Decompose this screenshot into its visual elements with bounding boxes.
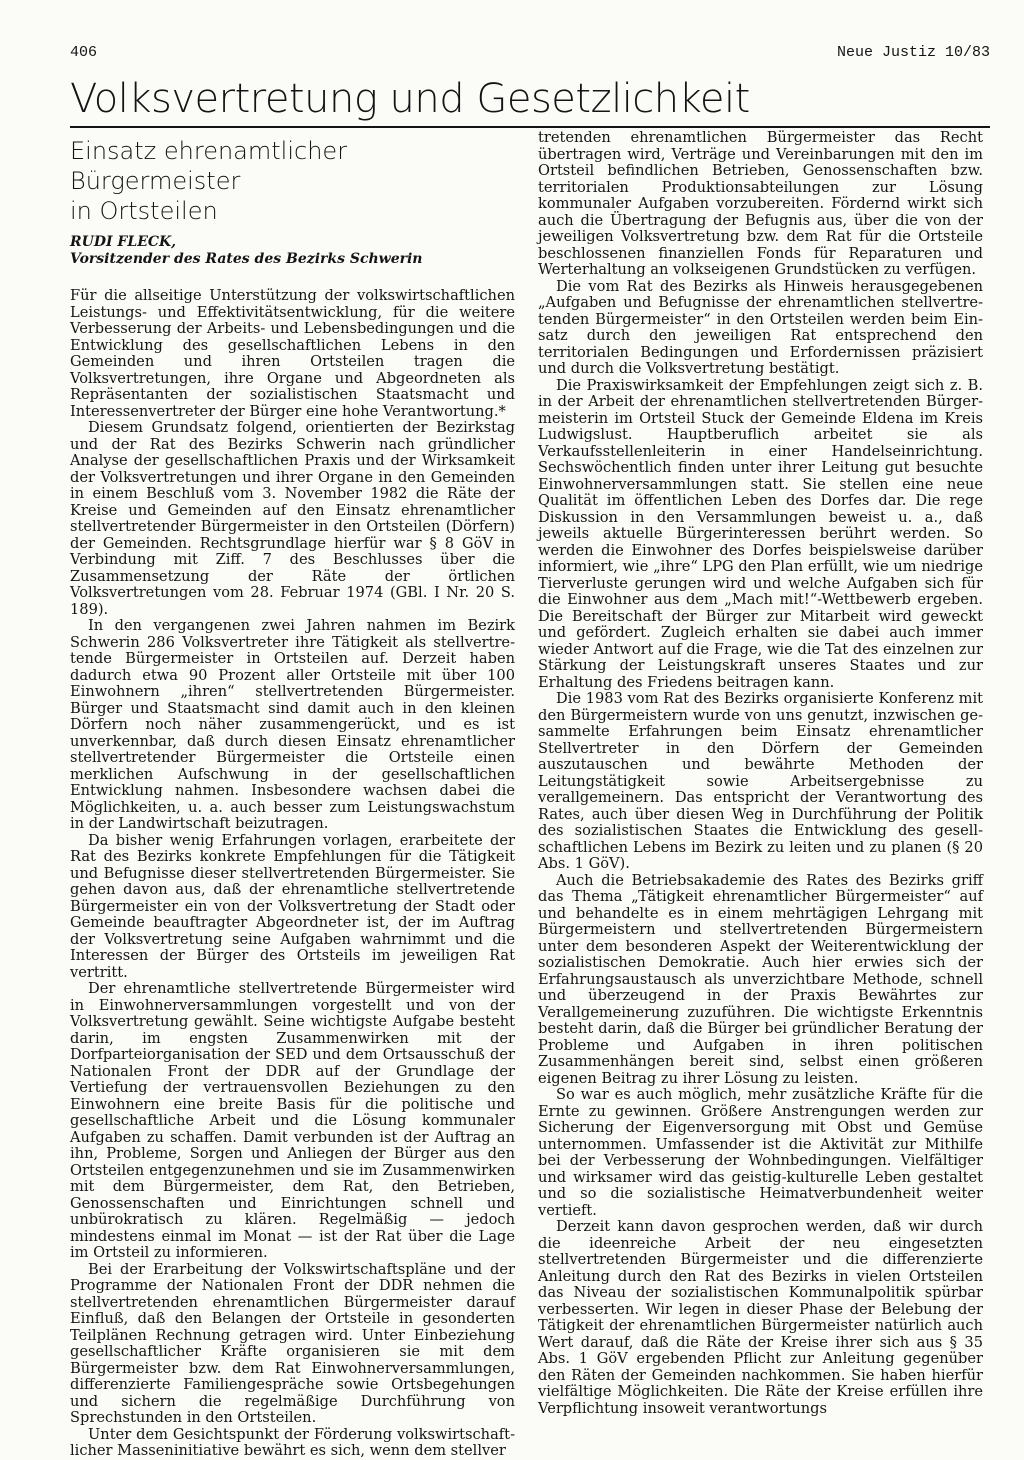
right-column: [538, 130, 983, 1417]
left-column: [70, 136, 515, 1460]
paragraph: Derzeit kann davon gesprochen werden, daß wir durch die ideenreiche Arbeit der neu eingesetzten stellvertretenden Bürgermeister und die differenzierte Anleitung durch den Rat des Bezirks in vielen Ortsteilen das Niveau der sozialistischen Kommunalpolitik spürbar verbesserten. Wir legen in dieser Phase der Belebung der Tätigkeit der ehrenamtlichen Bürgermeister natürlich auch Wert darauf, daß die Räte der Kreise ihrer sich aus § 35 Abs. 1 GöV ergebenden Pflicht zur Anleitung gegenüber den Räten der Gemeinden nachkommen. Sie haben hierfür vielfältige Möglichkeiten. Die Räte der Kreise erfüllen ihre Verpflichtung insoweit verantwortungs: [538, 1218, 983, 1417]
paragraph: Die vom Rat des Bezirks als Hinweis herausgegebenen „Aufgaben und Befugnisse der ehrenamtlichen stellvertretenden Bürgermeister“ in den Ortsteilen werden beim Einsatz durch den jeweiligen Rat entsprechend den territorialen Bedingungen und Erfordernissen präzisiert und durch die Volksvertretung bestätigt.: [538, 277, 983, 377]
paragraph: Diesem Grundsatz folgend, orientierten der Bezirkstag und der Rat des Bezirks Schwerin nach gründlicher Analyse der gesellschaftlichen Praxis und der Wirksamkeit der Volksvertretungen und ihrer Organe in den Gemeinden in einem Beschluß vom 3. November 1982 die Räte der Kreise und Gemeinden auf den Einsatz ehrenamtlicher stellvertretender Bürgermeister in den Ortsteilen (Dörfern) der Gemeinden. Rechtsgrundlage hierfür war § 8 GöV in Verbindung mit Ziff. 7 des Beschlusses über die Zusammensetzung der Räte der örtlichen Volksvertretungen vom 28. Februar 1974 (GBl. I Nr. 20 S. 189).: [70, 419, 515, 618]
paragraph: Die 1983 vom Rat des Bezirks organisierte Konferenz mit den Bürgermeistern wurde von uns genutzt, inzwischen gesammelte Erfahrungen beim Einsatz ehrenamtlicher Stellvertreter in den Dörfern der Gemeinden auszutauschen und bewährte Methoden der Leitungstätigkeit sowie Arbeitsergebnisse zu verallgemeinern. Das entspricht der Verantwortung des Rates, auch über diesen Weg in Durchführung der Politik des sozialistischen Staates die Entwicklung des gesellschaftlichen Lebens im Bezirk zu leiten und zu planen (§ 20 Abs. 1 GöV).: [538, 690, 983, 872]
byline: [70, 234, 515, 268]
author-name: RUDI FLECK,: [70, 234, 177, 250]
paragraph: tretenden ehrenamtlichen Bürgermeister das Recht übertragen wird, Verträge und Vereinbarungen mit den im Ortsteil befindlichen Betrieben, Genossenschaften bzw. territorialen Produktionsabteilungen zur Lösung kommunaler Aufgaben vorzubereiten. Fördernd wirkt sich auch die Übertragung der Befugnis aus, über die von der jeweiligen Volksvertretung bzw. dem Rat für die Ortsteile beschlossenen finanziellen Fonds für Reparaturen und Werterhaltung an volkseigenen Grundstücken zu verfügen.: [538, 129, 983, 278]
article-title-line-1: Einsatz ehrenamtlicher Bürgermeister: [70, 137, 348, 195]
article-title: [70, 136, 515, 226]
paragraph: Bei der Erarbeitung der Volkswirtschaftspläne und der Programme der Nationalen Front der DDR nehmen die stellvertretenden ehrenamtlichen Bürgermeister darauf Einfluß, daß den Belangen der Ortsteile in gesonderten Teilplänen Rechnung getragen wird. Unter Einbeziehung gesellschaftlicher Kräfte organisieren sie mit dem Bürgermeister bzw. dem Rat Einwohnerversammlungen, differenzierte Familiengespräche sowie Ortsbegehungen und sichern die regelmäßige Durchführung von Sprechstunden in den Ortsteilen.: [70, 1260, 515, 1426]
paragraph: In den vergangenen zwei Jahren nahmen im Bezirk Schwerin 286 Volksvertreter ihre Tätigkeit als stellvertretende Bürgermeister in Ortsteilen auf. Derzeit haben dadurch etwa 90 Prozent aller Ortsteile mit über 100 Einwohnern „ihren“ stellvertretenden Bürgermeister. Bürger und Staatsmacht sind damit auch in den kleinen Dörfern noch näher zusammengerückt, und es ist unverkennbar, daß durch diesen Einsatz ehrenamtlicher stellvertretender Bürgermeister die Ortsteile einen merklichen Aufschwung in der gesellschaftlichen Entwicklung nahmen. Insbesondere wachsen dabei die Möglichkeiten, u. a. auch besser zum Leistungswachstum in der Landwirtschaft beizutragen.: [70, 617, 515, 832]
paragraph: Auch die Betriebsakademie des Rates des Bezirks griff das Thema „Tätigkeit ehrenamtlicher Bürgermeister“ auf und behandelte es in einem mehrtägigen Lehrgang mit Bürgermeistern und stellvertretenden Bürgermeistern unter dem besonderen Aspekt der Weiterentwicklung der sozialistischen Demokratie. Auch hier erwies sich der Erfahrungsaustausch als unverzichtbare Methode, schnell und überzeugend in der Praxis Bewährtes zur Verallgemeinerung zuzuführen. Die wichtigste Erkenntnis besteht darin, daß die Bürger bei gründlicher Beratung der Probleme und Aufgaben in ihren politischen Zusammenhängen bereit sind, selbst einen größeren eigenen Beitrag zu ihrer Lösung zu leisten.: [538, 871, 983, 1087]
running-header: [70, 44, 990, 66]
paragraph: Die Praxiswirksamkeit der Empfehlungen zeigt sich z. B. in der Arbeit der ehrenamtlichen stellvertretenden Bürgermeisterin im Ortsteil Stuck der Gemeinde Eldena im Kreis Ludwigslust. Hauptberuflich arbeitet sie als Verkaufsstellenleiterin in einer Handelseinrichtung. Sechswöchentlich finden unter ihrer Leitung gut besuchte Einwohnerversammlungen statt. Sie stellen eine neue Qualität im öffentlichen Leben des Dorfes dar. Die rege Diskussion in den Versammlungen beweist u. a., daß jeweils aktuelle Bürgerinteressen berührt werden. So werden die Einwohner des Dorfes beispielsweise darüber informiert, wie „ihre“ LPG den Plan erfüllt, wie um niedrige Tierverluste gerungen wird und welche Aufgaben sich für die Einwohner aus dem „Mach mit!“-Wettbewerb ergeben. Die Bereitschaft der Bürger zur Mitarbeit wird geweckt und gefördert. Zugleich erhalten sie dabei auch immer wieder Antwort auf die Frage, wie die Tat des einzelnen zur Stärkung der Leistungskraft unseres Staates und zur Erhaltung des Friedens beitragen kann.: [538, 376, 983, 691]
author-role: Vorsitzender des Rates des Bezirks Schwerin: [70, 251, 423, 267]
paragraph: So war es auch möglich, mehr zusätzliche Kräfte für die Ernte zu gewinnen. Größere Anstrengungen werden zur Sicherung der Eigenversorgung mit Obst und Gemüse unternommen. Umfassender ist die Aktivität zur Mithilfe bei der Verbesserung der Wohnbedingungen. Vielfältiger und wirksamer wird das geistig-kulturelle Leben gestaltet und so die sozialistische Heimatverbundenheit weiter vertieft.: [538, 1086, 983, 1219]
page-number: 406: [70, 44, 98, 61]
paragraph: Der ehrenamtliche stellvertretende Bürgermeister wird in Einwohnerversammlungen vorgestellt und von der Volksvertretung gewählt. Seine wichtigste Aufgabe besteht darin, im engsten Zusammenwirken mit der Dorfparteiorganisation der SED und dem Ortsausschuß der Nationalen Front der DDR auf der Grundlage der Vertiefung der vertrauensvollen Beziehungen zu den Einwohnern eine breite Basis für die politische und gesellschaftliche Arbeit und die Lösung kommunaler Aufgaben zu schaffen. Damit verbunden ist der Auftrag an ihn, Probleme, Sorgen und Anliegen der Bürger aus den Ortsteilen entgegenzunehmen und sie im Zusammenwirken mit dem Bürgermeister, dem Rat, den Betrieben, Genossenschaften und Einrichtungen schnell und unbürokratisch zu klären. Regelmäßig — jedoch mindestens einmal im Monat — ist der Rat über die Lage im Ortsteil zu informieren.: [70, 980, 515, 1261]
section-rule: [70, 126, 990, 128]
paragraph: Unter dem Gesichtspunkt der Förderung volkswirtschaftlicher Masseninitiative bewährt es sich, wenn dem stellver: [70, 1425, 515, 1459]
paragraph: Da bisher wenig Erfahrungen vorlagen, erarbeitete der Rat des Bezirks konkrete Empfehlungen für die Tätigkeit und Befugnisse dieser stellvertretenden Bürgermeister. Sie gehen davon aus, daß der ehrenamtliche stellvertretende Bürgermeister ein von der Volksvertretung der Stadt oder Gemeinde beauftragter Abgeordneter ist, der im Auftrag der Volksvertretung seine Aufgaben wahrnimmt und die Interessen der Bürger des Ortsteils im jeweiligen Rat vertritt.: [70, 831, 515, 981]
paragraph: Für die allseitige Unterstützung der volkswirtschaftlichen Leistungs- und Effektivitätsentwicklung, für die weitere Verbesserung der Arbeits- und Lebensbedingungen und die Entwicklung des gesellschaftlichen Lebens in den Gemeinden und ihren Ortsteilen tragen die Volksvertretungen, ihre Organe und Abgeordneten als Repräsentanten der sozialistischen Staatsmacht und Interessenvertreter der Bürger eine hohe Verantwortung.*: [70, 287, 515, 420]
journal-issue: Neue Justiz 10/83: [836, 44, 990, 61]
section-title: Volksvertretung und Gesetzlichkeit: [70, 76, 750, 122]
article-title-line-2: in Ortsteilen: [70, 197, 218, 225]
